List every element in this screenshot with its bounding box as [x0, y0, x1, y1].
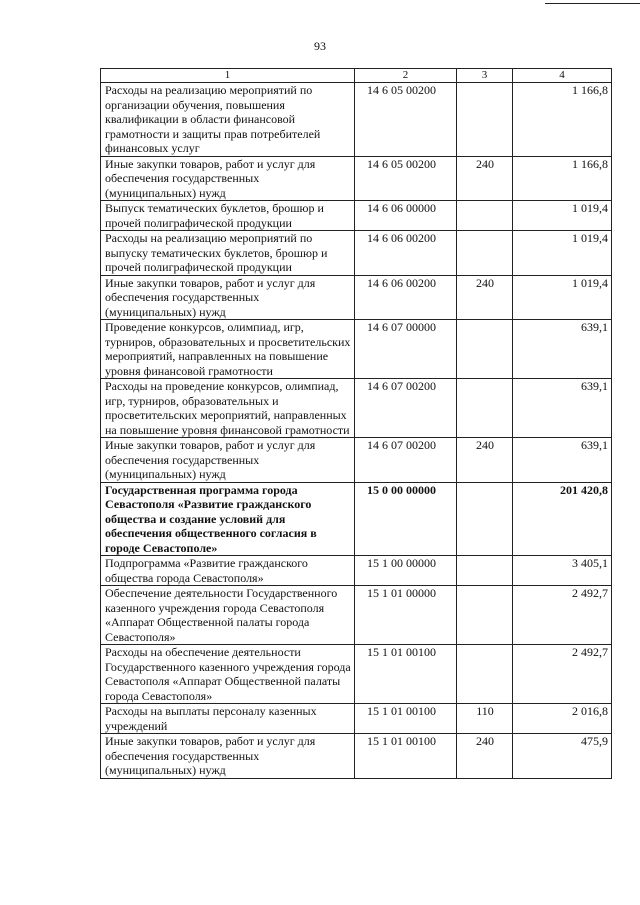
row-vr-cell: 240 — [457, 156, 513, 201]
table-header-row — [101, 69, 612, 83]
row-vr-cell: 240 — [457, 734, 513, 779]
row-name-cell: Подпрограмма «Развитие гражданского общества города Севастополя» — [101, 556, 355, 586]
row-name-cell: Расходы на реализацию мероприятий по выпуску тематических буклетов, брошюр и прочей полиграфической продукции — [101, 231, 355, 276]
row-code-cell: 15 1 01 00100 — [355, 704, 457, 734]
budget-table — [100, 68, 612, 779]
table-row — [101, 438, 612, 483]
row-amount-cell: 3 405,1 — [513, 556, 612, 586]
row-amount-cell: 2 492,7 — [513, 586, 612, 645]
table-row — [101, 482, 612, 556]
row-vr-cell — [457, 201, 513, 231]
column-header-code: 2 — [355, 69, 457, 83]
table-row — [101, 156, 612, 201]
row-vr-cell: 240 — [457, 275, 513, 320]
row-vr-cell: 110 — [457, 704, 513, 734]
row-vr-cell: 240 — [457, 438, 513, 483]
row-amount-cell: 1 019,4 — [513, 275, 612, 320]
row-name-cell: Государственная программа города Севастополя «Развитие гражданского общества и создание условий для обеспечения общественного согласия в городе Севастополе» — [101, 482, 355, 556]
row-code-cell: 14 6 06 00000 — [355, 201, 457, 231]
row-amount-cell: 1 166,8 — [513, 156, 612, 201]
row-name-cell: Обеспечение деятельности Государственного казенного учреждения города Севастополя «Аппарат Общественной палаты города Севастополя» — [101, 586, 355, 645]
row-amount-cell: 639,1 — [513, 320, 612, 379]
column-header-amount: 4 — [513, 69, 612, 83]
row-amount-cell: 1 019,4 — [513, 201, 612, 231]
table-row — [101, 556, 612, 586]
table-row — [101, 320, 612, 379]
row-name-cell: Расходы на обеспечение деятельности Государственного казенного учреждения города Севастополя «Аппарат Общественной палаты города Севастополя» — [101, 645, 355, 704]
table-row — [101, 275, 612, 320]
row-code-cell: 14 6 05 00200 — [355, 83, 457, 157]
row-code-cell: 15 1 01 00000 — [355, 586, 457, 645]
row-amount-cell: 639,1 — [513, 379, 612, 438]
row-code-cell: 14 6 07 00000 — [355, 320, 457, 379]
row-vr-cell — [457, 83, 513, 157]
row-name-cell: Выпуск тематических буклетов, брошюр и прочей полиграфической продукции — [101, 201, 355, 231]
page-number: 93 — [314, 39, 326, 53]
row-code-cell: 15 0 00 00000 — [355, 482, 457, 556]
row-vr-cell — [457, 482, 513, 556]
column-header-name: 1 — [101, 69, 355, 83]
row-name-cell: Иные закупки товаров, работ и услуг для обеспечения государственных (муниципальных) нужд — [101, 275, 355, 320]
row-amount-cell: 1 166,8 — [513, 83, 612, 157]
column-header-vr: 3 — [457, 69, 513, 83]
row-vr-cell — [457, 231, 513, 276]
table-row — [101, 645, 612, 704]
row-amount-cell: 2 016,8 — [513, 704, 612, 734]
top-edge-rule — [545, 3, 640, 4]
row-name-cell: Расходы на реализацию мероприятий по организации обучения, повышения квалификации в области финансовой грамотности и защиты прав потребителей финансовых услуг — [101, 83, 355, 157]
row-vr-cell — [457, 586, 513, 645]
row-vr-cell — [457, 556, 513, 586]
row-amount-cell: 1 019,4 — [513, 231, 612, 276]
row-name-cell: Расходы на выплаты персоналу казенных учреждений — [101, 704, 355, 734]
table-row — [101, 83, 612, 157]
row-vr-cell — [457, 379, 513, 438]
row-amount-cell: 475,9 — [513, 734, 612, 779]
row-name-cell: Иные закупки товаров, работ и услуг для обеспечения государственных (муниципальных) нужд — [101, 156, 355, 201]
row-name-cell: Иные закупки товаров, работ и услуг для обеспечения государственных (муниципальных) нужд — [101, 734, 355, 779]
table-row — [101, 379, 612, 438]
row-name-cell: Иные закупки товаров, работ и услуг для обеспечения государственных (муниципальных) нужд — [101, 438, 355, 483]
row-amount-cell: 2 492,7 — [513, 645, 612, 704]
row-code-cell: 15 1 00 00000 — [355, 556, 457, 586]
table-row — [101, 231, 612, 276]
row-code-cell: 15 1 01 00100 — [355, 645, 457, 704]
row-amount-cell: 201 420,8 — [513, 482, 612, 556]
row-code-cell: 15 1 01 00100 — [355, 734, 457, 779]
table-row — [101, 586, 612, 645]
row-vr-cell — [457, 645, 513, 704]
row-name-cell: Расходы на проведение конкурсов, олимпиад, игр, турниров, образовательных и просветительских мероприятий, направленных на повышение уровня финансовой грамотности — [101, 379, 355, 438]
row-code-cell: 14 6 06 00200 — [355, 231, 457, 276]
row-code-cell: 14 6 05 00200 — [355, 156, 457, 201]
table-body — [101, 83, 612, 779]
table-row — [101, 734, 612, 779]
table-row — [101, 201, 612, 231]
row-code-cell: 14 6 07 00200 — [355, 438, 457, 483]
row-code-cell: 14 6 07 00200 — [355, 379, 457, 438]
row-name-cell: Проведение конкурсов, олимпиад, игр, турниров, образовательных и просветительских мероприятий, направленных на повышение уровня финансовой грамотности — [101, 320, 355, 379]
row-code-cell: 14 6 06 00200 — [355, 275, 457, 320]
table-row — [101, 704, 612, 734]
row-amount-cell: 639,1 — [513, 438, 612, 483]
row-vr-cell — [457, 320, 513, 379]
